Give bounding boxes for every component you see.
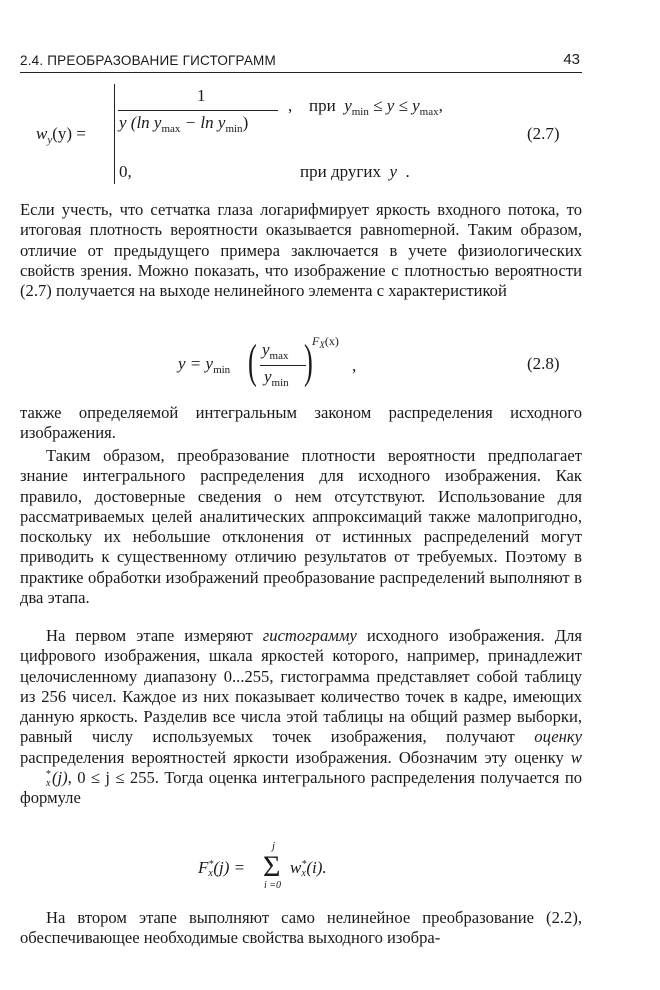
eq28-lhs: $y = y_{min}$ xyxy=(178,354,231,376)
eqsum-lhs: F * x (j) = xyxy=(198,858,246,880)
eq27-numerator: 1 xyxy=(197,86,206,105)
paragraph-1: Если учесть, что сетчатка глаза логарифмирует яркость входного потока, то итоговая плотность вероятности оказывается равноmерной. Таким образом, отличие от предыдущего примера заключается в учете физиологических свойств зрения. Можно показать, что изображение с плотностью вероятности (2.7) получается на выходе нелинейного элемента с характеристикой xyxy=(20,200,582,301)
eqsum-term: w * x (i). xyxy=(290,858,327,880)
eq27-lhs: $w_y(y)$ = xyxy=(36,124,86,146)
eq27-fraction-line xyxy=(118,110,278,111)
eq27-case2-value: 0, xyxy=(119,162,132,181)
eq28-numerator: $y_{max}$ xyxy=(262,340,289,362)
eq28-exponent: $F_X(x)$ xyxy=(312,334,339,350)
paragraph-4: На первом этапе измеряют гистограмму исходного изображения. Для цифрового изображения, шкала яркостей которого, например, принадлежит целочисленному диапазону 0...255, гистограмма представляет собой таблицу из 256 чисел. Каждое из них показывает количество точек в кадре, имеющих данную яркость. Разделив все числа этой таблицы на общий размер выборки, равный числу используемых точек изображения, получают оценку распределения вероятностей яркости изображения. Обозначим эту оценку w * x (j), 0 ≤ j ≤ 255. Тогда оценка интегрального распределения получается по формуле xyxy=(20,626,582,808)
eqsum-lower-limit: i =0 xyxy=(264,880,282,891)
eq28-number: (2.8) xyxy=(527,354,560,373)
eq27-brace xyxy=(114,84,115,184)
eqsum-upper-limit: j xyxy=(272,840,276,852)
eq28-denominator: $y_{min}$ xyxy=(264,367,289,389)
term-histogram: гистограмму xyxy=(262,626,357,645)
eqsum-sigma: Σ xyxy=(263,850,281,883)
eq27-condition-2: при других y . xyxy=(300,162,410,181)
eq28-fraction-line xyxy=(260,365,306,366)
eq27-number: (2.7) xyxy=(527,124,560,143)
paragraph-2: также определяемой интегральным законом распределения исходного изображения. xyxy=(20,403,582,443)
eq27-denominator: y (ln $y_{max} - \ln y_{min}$) xyxy=(119,113,249,135)
eq27-condition-1: при $y_{min} \le y \le y_{max}$, xyxy=(309,96,443,118)
term-estimate: оценку xyxy=(534,727,582,747)
eq28-right-paren: ) xyxy=(304,335,313,388)
page-number: 43 xyxy=(563,51,580,68)
running-title: 2.4. ПРЕОБРАЗОВАНИЕ ГИСТОГРАММ xyxy=(20,53,276,68)
paragraph-3: Таким образом, преобразование плотности вероятности предполагает знание интегрального распределения для исходного изображения. Как правило, достоверные сведения о нем отсутствуют. Использование для рассматриваемых целей аналитических аппроксимаций также малопригодно, поскольку их небольшие отклонения от истинных распределений могут приводить к существенному отличию результатов от требуемых. Поэтому в практике обработки изображений преобразование распределений выполняют в два этапа. xyxy=(20,446,582,608)
eq28-comma: , xyxy=(352,356,357,375)
eq28-left-paren: ( xyxy=(248,335,257,388)
running-header xyxy=(20,50,582,73)
paragraph-5: На втором этапе выполняют само нелинейное преобразование (2.2), обеспечивающее необходимые свойства выходного изобра- xyxy=(20,908,582,948)
eq27-comma: , xyxy=(288,96,293,115)
inline-math-w: w * x (j), 0 ≤ j ≤ 255. xyxy=(46,747,582,790)
